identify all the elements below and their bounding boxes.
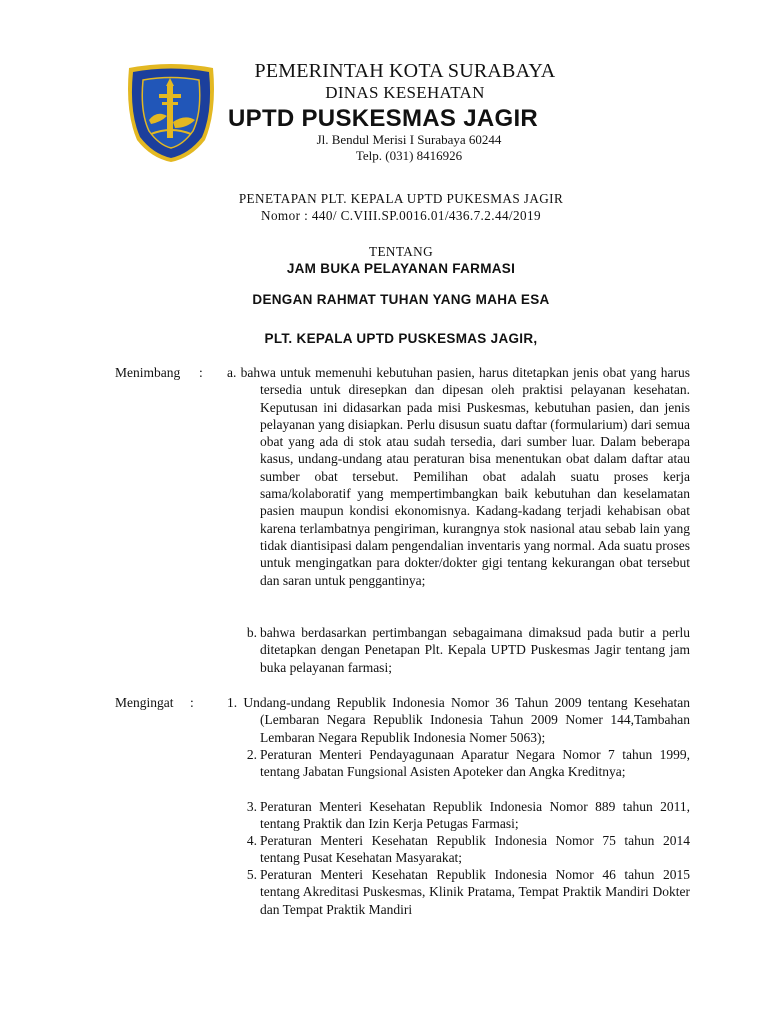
item-marker: b. [246,625,257,640]
decree-number: Nomor : 440/ C.VIII.SP.0016.01/436.7.2.44/2019 [261,208,541,223]
mengingat-item-5: Peraturan Menteri Kesehatan Republik Indonesia Nomor 46 tahun 2015 tentang Akreditasi Puskesmas, Klinik Pratama, Tempat Praktik Mandiri Dokter dan Tempat Praktik Mandiri [260,867,690,917]
mengingat-item-1 [227,694,691,746]
phone: Telp. (031) 8416926 [355,148,463,163]
government-name: PEMERINTAH KOTA SURABAYA [254,60,556,82]
menimbang-item-a [227,364,691,589]
mengingat-item-3: Peraturan Menteri Kesehatan Republik Indonesia Nomor 889 tahun 2011, tentang Praktik dan Izin Kerja Petugas Farmasi; [260,799,690,832]
item-marker: 2. [246,747,257,762]
mengingat-item-2: Peraturan Menteri Pendayagunaan Aparatur Negara Nomor 7 tahun 1999, tentang Jabatan Fungsional Asisten Apoteker dan Angka Kreditnya; [260,747,690,780]
item-marker: 5. [246,867,257,882]
letterhead-contact [225,132,593,164]
menimbang-colon: : [199,365,203,380]
department-name: DINAS KESEHATAN [325,83,485,102]
item-text: bahwa untuk memenuhi kebutuhan pasien, harus ditetapkan jenis obat yang harus tersedia untuk diresepkan dan dipesan oleh praktisi pelayanan kesehatan. Keputusan ini didasarkan pada misi Puskesmas, kebutuhan pasien, dan jenis pelayanan yang disiapkan. Perlu disusun suatu daftar (formularium) dari semua obat yang ada di stok atau sudah tersedia, dari sumber luar. Dalam beberapa kasus, undang-undang atau peraturan bisa menentukan obat dalam daftar atau sumber obat tersebut. Pemilihan obat adalah suatu proses kerja sama/kolaboratif yang mempertimbangkan baik kebutuhan dan keselamatan pasien maupun kondisi ekonomisnya. Kadang-kadang terjadi kehabisan obat karena terlambatnya pengiriman, kurangnya stok nasional atau sebab lain yang tidak diantisipasi dalam pengendalian inventaris yang normal. Ada suatu proses untuk mengingatkan para dokter/dokter gigi tentang kekurangan obat tersebut dan saran untuk penggantinya; [240,365,691,588]
menimbang-label: Menimbang [115,365,181,380]
decree-issuer: PLT. KEPALA UPTD PUSKESMAS JAGIR, [264,331,538,346]
mengingat-label: Mengingat [115,695,174,710]
mengingat-colon: : [190,695,194,710]
letterhead [225,59,585,103]
mengingat-item-4: Peraturan Menteri Kesehatan Republik Indonesia Nomor 75 tahun 2014 tentang Pusat Kesehatan Masyarakat; [260,833,690,866]
item-marker: 3. [246,799,257,814]
item-marker: 4. [246,833,257,848]
address: Jl. Bendul Merisi I Surabaya 60244 [316,132,502,147]
surabaya-city-crest-icon [121,62,221,164]
menimbang-item-b: bahwa berdasarkan pertimbangan sebagaimana dimaksud pada butir a perlu ditetapkan dengan Penetapan Plt. Kepala UPTD Puskesmas Jagir tentang jam buka pelayanan farmasi; [260,625,690,675]
institution-title: UPTD PUSKESMAS JAGIR [228,105,539,132]
item-text: Undang-undang Republik Indonesia Nomor 36 Tahun 2009 tentang Kesehatan (Lembaran Negara Republik Indonesia Tahun 2009 Nomer 144,Tambahan Lembaran Negara Republik Indonesia Nomer 5063); [243,695,691,745]
item-marker: a. [227,365,237,380]
decree-invocation: DENGAN RAHMAT TUHAN YANG MAHA ESA [252,292,550,307]
decree-subject: JAM BUKA PELAYANAN FARMASI [286,261,516,276]
decree-about: TENTANG [368,244,433,259]
decree-title: PENETAPAN PLT. KEPALA UPTD PUKESMAS JAGIR [238,191,564,206]
item-marker: 1. [227,695,238,710]
